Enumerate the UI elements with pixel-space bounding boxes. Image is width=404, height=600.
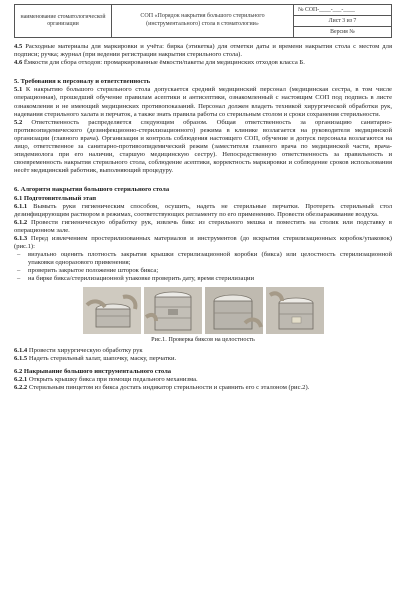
paragraph-number: 5.2	[14, 118, 23, 126]
paragraph-text: Ответственность распределяется следующим образом. Общая ответственность за организацию санитарно-противоэпидемического (дезинфекционно-стерилизационного) режима в клинике возлагается на руководителя медицинской организации (главного врача). Организация и контроль соблюдения настоящего СОП, обучение и допуск персонала возлагаются на лицо, ответственное за санитарно-противоэпидемический режим (заместителя главного врача по медицинской части, врача-эпидемиолога при его наличии, старшую медицинскую сестру). Непосредственную ответственность за правильность и своевременность накрытия стерильного стола, соблюдение асептики, корректность маркировки и соблюдение сроков использования несёт медицинский работник, выполняющий процедуру.	[14, 118, 392, 175]
figure-1-photos	[14, 287, 392, 334]
figure-1-caption: Рис.1. Проверка биксов на целостность	[151, 335, 255, 343]
paragraph-text: Провести хирургическую обработку рук	[27, 346, 143, 354]
sterilization-box-photo	[144, 287, 202, 334]
paragraph-6-1-2	[14, 219, 392, 235]
header-organization: наименование стоматологической организации	[15, 5, 112, 37]
paragraph-6-2-1	[14, 376, 392, 384]
paragraph-text: Расходные материалы для маркировки и учёта: бирка (этикетка) для отметки даты и времени накрытия стола с местом для подписи; ручка; журнал (при ведении регистрации накрытия стерильного стола).	[14, 43, 392, 59]
paragraph-6-1-5	[14, 355, 392, 363]
paragraph-text: Надеть стерильный халат, шапочку, маску, перчатки.	[27, 354, 177, 362]
subsection-6-2-heading: 6.2 Накрывание большого инструментального стола	[14, 367, 172, 375]
paragraph-6-1-4	[14, 347, 392, 355]
list-item: – на бирке бикса/стерилизационной упаковке проверить дату, время стерилизации	[17, 275, 255, 283]
paragraph-number: 6.1.4	[14, 346, 28, 354]
paragraph-6-2-2	[14, 384, 392, 392]
paragraph-text: Стерильным пинцетом из бикса достать индикатор стерильности и сравнить его с эталоном (рис.2).	[27, 384, 310, 391]
paragraph-number: 4.6	[14, 59, 23, 67]
section-6-heading: 6. Алгоритм накрытия большого стерильного стола	[14, 186, 170, 194]
paragraph-number: 6.1.1	[14, 202, 28, 210]
paragraph-number: 6.1.5	[14, 354, 28, 362]
paragraph-number: 6.2.1	[14, 375, 28, 383]
paragraph-text: Провести гигиеническую обработку рук, извлечь бикс из стерильного мешка и поместить на столик или подставку в операционном зале.	[14, 218, 392, 234]
paragraph-5-1	[14, 86, 392, 118]
header-sop-number: № СОП-____-___-____	[294, 5, 391, 16]
header-meta	[294, 5, 391, 37]
paragraph-number: 6.1.3	[14, 234, 28, 242]
list-item: – проверить закрытое положение шторок бикса;	[17, 267, 159, 275]
paragraph-number: 4.5	[14, 43, 23, 50]
paragraph-number: 5.1	[14, 86, 23, 94]
document-header-table	[14, 4, 392, 38]
list-item: – визуально оценить плотность закрытия крышки стерилизационной коробки (бикса) или целостность стерилизационной упаковки одноразового применения;	[17, 251, 392, 267]
section-5-heading: 5. Требования к персоналу и ответственность	[14, 78, 151, 86]
paragraph-text: Перед извлечением простерилизованных материалов и инструментов (до вскрытия стерилизационных коробок/упаковок) (рис.1):	[14, 234, 392, 251]
paragraph-4-5	[14, 43, 392, 59]
paragraph-text: Ёмкости для сбора отходов: промаркированные ёмкости/пакеты для медицинских отходов класса Б.	[22, 59, 305, 67]
header-version: Версия №	[330, 28, 355, 35]
paragraph-text: Открыть крышку бикса при помощи педального механизма.	[27, 375, 198, 383]
subsection-6-1-heading: 6.1 Подготовительный этап	[14, 194, 97, 202]
paragraph-5-2	[14, 119, 392, 176]
paragraph-6-1-3	[14, 235, 392, 251]
paragraph-number: 6.2.2	[14, 384, 28, 391]
sterilization-box-photo	[205, 287, 263, 334]
header-sheet-number: Лист 3 из 7	[294, 16, 391, 27]
sterilization-box-photo	[266, 287, 324, 334]
header-document-title: СОП «Порядок накрытия большого стерильного (инструментального) стола в стоматологии»	[112, 5, 294, 37]
paragraph-4-6	[14, 59, 392, 67]
paragraph-number: 6.1.2	[14, 218, 28, 226]
paragraph-text: Вымыть руки гигиеническим способом, осушить, надеть не стерильные перчатки. Протереть стерильный стол дезинфицирующим раствором в режимах, соответствующих регламенту по его применению. Провести обеззараживание воздуха.	[14, 202, 392, 218]
paragraph-6-1-1	[14, 203, 392, 219]
sterilization-box-photo	[83, 287, 141, 334]
paragraph-text: К накрытию большого стерильного стола допускается средний медицинский персонал (медицинская сестра, в том числе операционная), прошедший обучение правилам асептики и антисептики, ознакомленный с настоящим СОП под подпись в листе ознакомления и не имеющий медицинских противопоказаний. Персонал должен владеть техникой хирургической обработки рук, надевания стерильного халата и перчаток, а также знать правила работы со стерильным столом и сроки сохранения стерильности.	[14, 86, 392, 118]
